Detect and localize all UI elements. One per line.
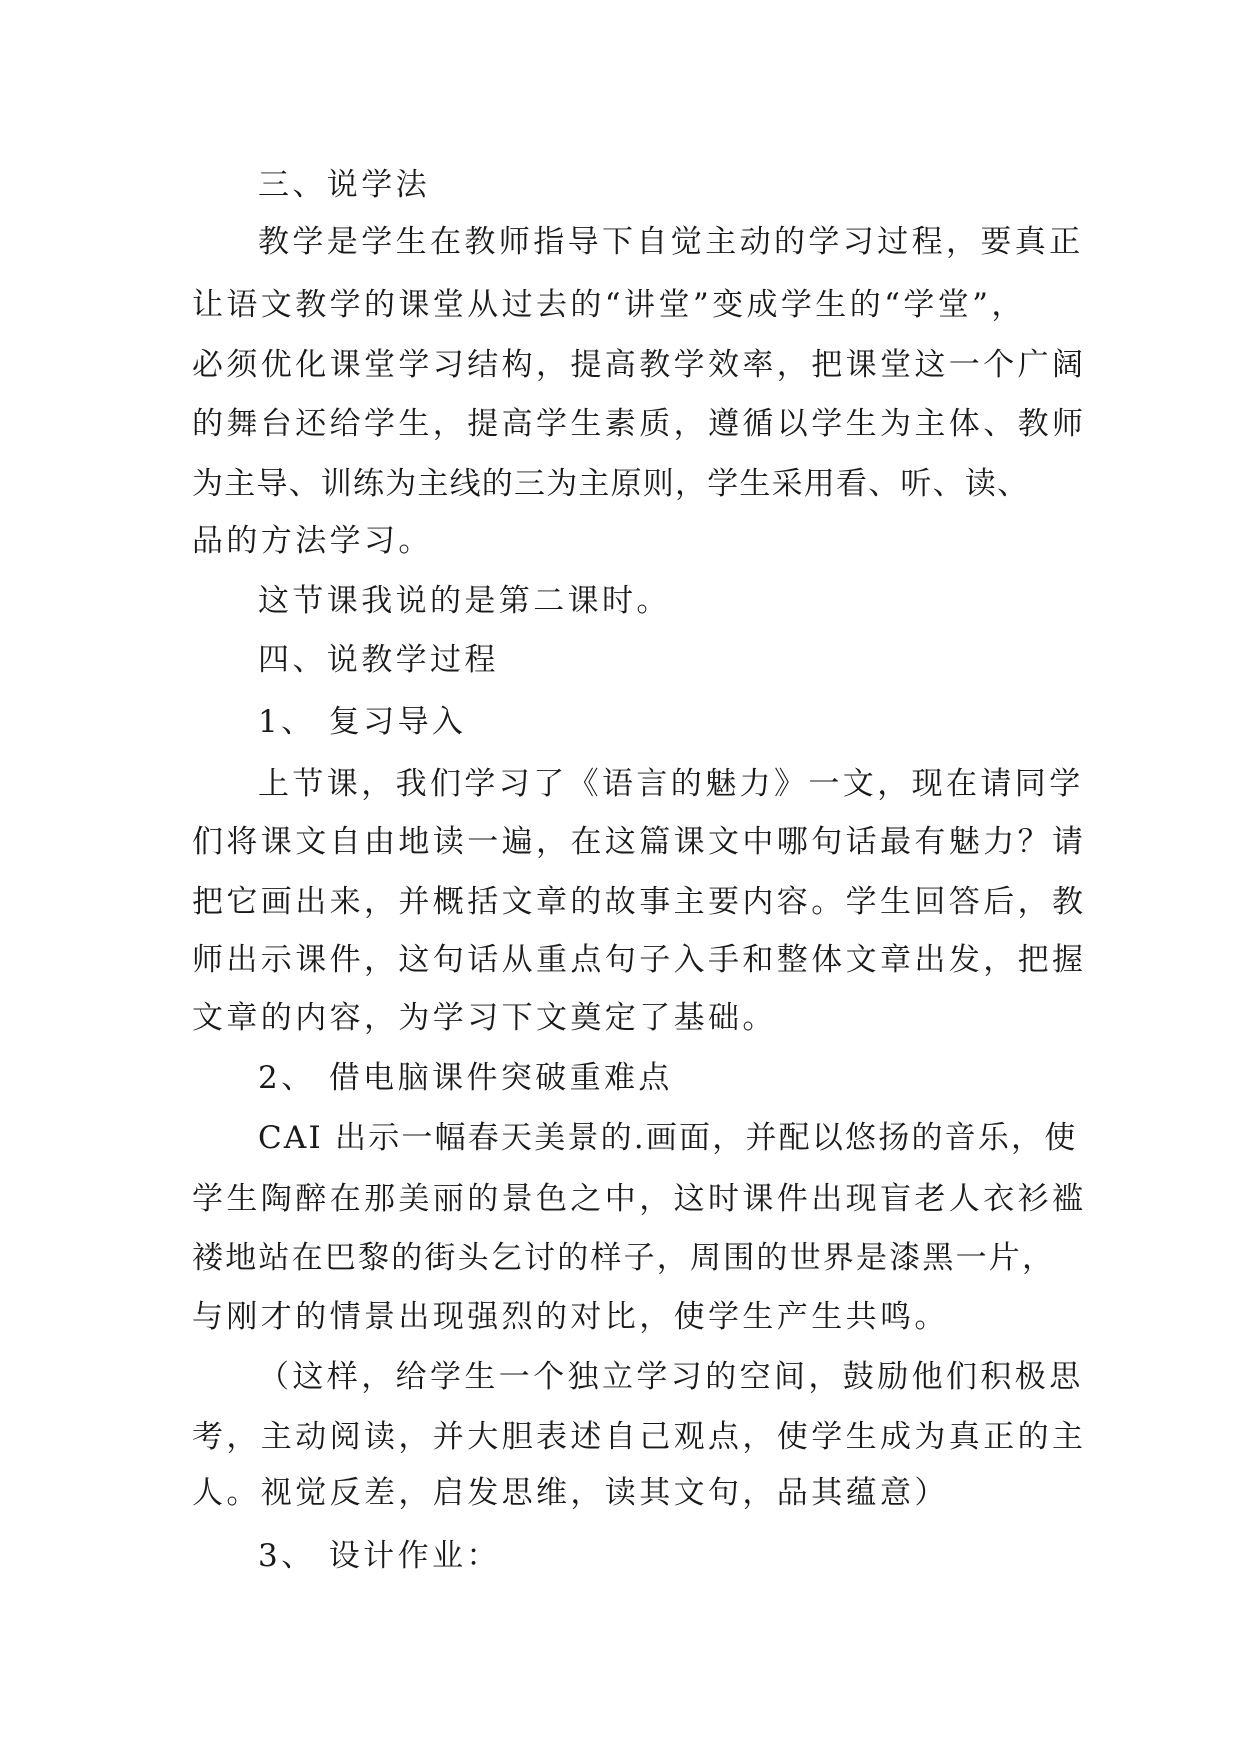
subheading-review-intro: 1、 复习导入: [258, 704, 467, 740]
paragraph-line: 考，主动阅读，并大胆表述自己观点，使学生成为真正的主: [192, 1419, 1087, 1455]
paragraph-line: 文章的内容，为学习下文奠定了基础。: [192, 1000, 777, 1036]
subheading-homework: 3、 设计作业：: [258, 1538, 501, 1574]
paragraph-line: 与刚才的情景出现强烈的对比，使学生产生共鸣。: [192, 1299, 949, 1335]
paragraph-line: CAI 出示一幅春天美景的.画面，并配以悠扬的音乐，使: [258, 1120, 1078, 1156]
paragraph-line: 这节课我说的是第二课时。: [258, 583, 671, 619]
subheading-courseware: 2、 借电脑课件突破重难点: [258, 1060, 673, 1096]
section-heading-teaching-process: 四、说教学过程: [258, 642, 499, 678]
paragraph-line: 褛地站在巴黎的街头乞讨的样子，周围的世界是漆黑一片，: [192, 1240, 1056, 1276]
paragraph-line: 上节课，我们学习了《语言的魅力》一文，现在请同学: [258, 766, 1084, 802]
paragraph-line: （这样，给学生一个独立学习的空间，鼓励他们积极思: [258, 1359, 1084, 1395]
paragraph-line: 让语文教学的课堂从过去的“讲堂”变成学生的“学堂”，: [192, 287, 1026, 323]
paragraph-line: 人。视觉反差，启发思维，读其文句，品其蕴意）: [192, 1475, 949, 1511]
paragraph-line: 为主导、训练为主线的三为主原则，学生采用看、听、读、: [192, 466, 1030, 502]
paragraph-line: 们将课文自由地读一遍，在这篇课文中哪句话最有魅力？请: [192, 824, 1087, 860]
paragraph-line: 把它画出来，并概括文章的故事主要内容。学生回答后，教: [192, 884, 1087, 920]
paragraph-line: 师出示课件，这句话从重点句子入手和整体文章出发，把握: [192, 942, 1087, 978]
section-heading-study-method: 三、说学法: [258, 167, 430, 203]
paragraph-line: 品的方法学习。: [192, 523, 433, 559]
paragraph-line: 教学是学生在教师指导下自觉主动的学习过程，要真正: [258, 224, 1084, 260]
paragraph-line: 必须优化课堂学习结构，提高教学效率，把课堂这一个广阔: [192, 347, 1087, 383]
paragraph-line: 的舞台还给学生，提高学生素质，遵循以学生为主体、教师: [192, 406, 1087, 442]
paragraph-line: 学生陶醉在那美丽的景色之中，这时课件出现盲老人衣衫褴: [192, 1181, 1087, 1217]
